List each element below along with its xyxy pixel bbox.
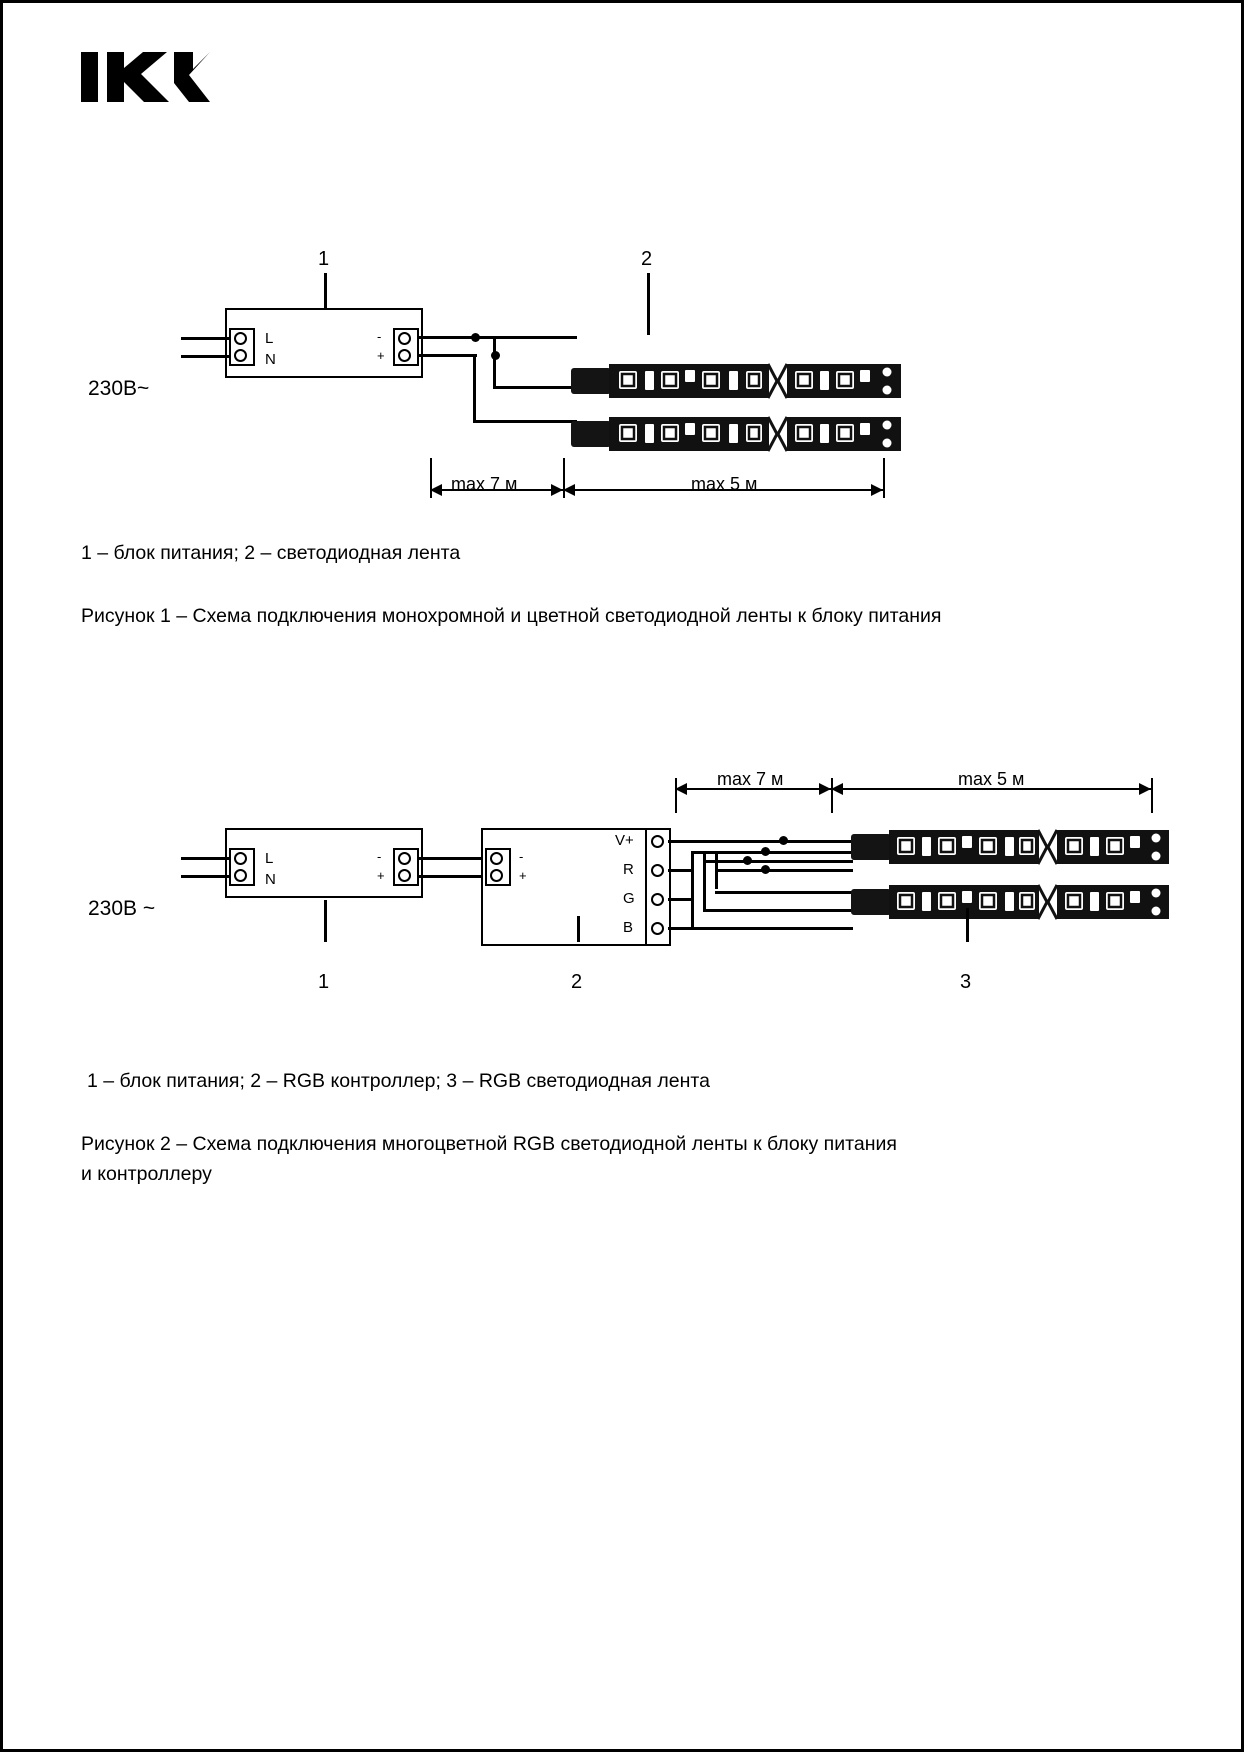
figure2-ctrl-label-b: B: [623, 919, 634, 936]
figure2-ctrl-label-minus: -: [519, 849, 524, 864]
figure1-wire-bottom-plus: [473, 420, 577, 423]
figure1-junction-dot-1: [471, 333, 480, 342]
figure1-callout-1: 1: [318, 248, 330, 270]
figure2-supply-lead-n: [181, 875, 231, 878]
figure1-wire-top-plus: [417, 354, 477, 357]
figure2-ctrl-label-g: G: [623, 890, 635, 907]
figure1-dim2-label: max 5 м: [691, 474, 758, 494]
figure1-legend: 1 – блок питания; 2 – светодиодная лента: [81, 542, 461, 564]
figure2-led-strip-top: [851, 823, 1169, 871]
figure1-label-N: N: [265, 351, 276, 368]
figure2-psu-input-screw-n: [234, 869, 247, 882]
figure1-dim1-label: max 7 м: [451, 474, 518, 494]
figure2-wire-bus-bottom-1: [691, 927, 853, 930]
figure2-junction-dot-3: [743, 856, 752, 865]
figure2-dim1-arrow-left: [675, 783, 687, 795]
figure2-caption-line2: и контроллеру: [81, 1163, 212, 1185]
figure2-ctrl-screw-b: [651, 922, 664, 935]
figure2-ctrl-input-screw-minus: [490, 852, 503, 865]
figure2-ctrl-screw-g: [651, 893, 664, 906]
figure2-wire-bus-2-top: [703, 860, 853, 863]
figure2-psu-label-plus: +: [377, 868, 385, 883]
figure2-controller-body: [481, 828, 671, 946]
figure2-wire-b: [668, 927, 693, 930]
figure2-caption-line1: Рисунок 2 – Схема подключения многоцветной RGB светодиодной ленты к блоку питания: [81, 1133, 897, 1155]
figure2-label-L: L: [265, 850, 274, 867]
figure2-junction-dot-4: [761, 865, 770, 874]
iek-logo: [81, 48, 211, 110]
figure1-callout-2: 2: [641, 248, 653, 270]
figure1-callout-2-leader: [647, 273, 650, 335]
figure1-callout-1-leader: [324, 273, 327, 308]
figure2-psu-input-screw-l: [234, 852, 247, 865]
figure2-wire-bus-1: [691, 851, 694, 929]
figure2-callout-1-leader: [324, 900, 327, 942]
figure1-wire-top-minus: [417, 336, 577, 339]
figure1-supply-label: 230В~: [88, 377, 150, 400]
figure2-dim1-arrow-right: [819, 783, 831, 795]
figure2-junction-dot-2: [761, 847, 770, 856]
figure1-dim2-arrow-right: [871, 484, 883, 496]
figure1-label-L: L: [265, 330, 274, 347]
figure1-caption: Рисунок 1 – Схема подключения монохромной и цветной светодиодной ленты к блоку питания: [81, 605, 942, 627]
figure2-dim2-arrow-left: [831, 783, 843, 795]
figure2-callout-2-leader: [577, 916, 580, 942]
figure1-output-screw-minus: [398, 332, 411, 345]
figure2-psu-to-ctrl-plus: [417, 875, 483, 878]
figure2-dim2-arrow-right: [1139, 783, 1151, 795]
figure2-psu-output-screw-plus: [398, 869, 411, 882]
figure1-dim2-tick-right: [883, 458, 885, 498]
figure2-callout-2: 2: [571, 971, 583, 993]
figure1-input-screw-l: [234, 332, 247, 345]
figure2-wire-r: [668, 869, 693, 872]
figure2-ctrl-label-plus: +: [519, 868, 527, 883]
figure1-output-screw-plus: [398, 349, 411, 362]
figure2-ctrl-screw-vplus: [651, 835, 664, 848]
figure2-callout-3-leader: [966, 908, 969, 942]
figure2-wire-bus-3-top: [715, 869, 853, 872]
figure1-wire-bottom-minus: [493, 386, 577, 389]
figure2-dim1-label: max 7 м: [717, 769, 784, 789]
figure2-wire-vplus-top: [668, 840, 853, 843]
figure2-supply-label: 230В ~: [88, 897, 156, 920]
figure2-wire-bus-1-top: [691, 851, 853, 854]
figure2-ctrl-label-vplus: V+: [615, 832, 634, 849]
figure2-wire-bus-bottom-3: [715, 891, 853, 894]
figure2-supply-lead-l: [181, 857, 231, 860]
figure2-psu-to-ctrl-minus: [417, 857, 483, 860]
figure1-dim1-arrow-left: [430, 484, 442, 496]
figure2-ctrl-screw-r: [651, 864, 664, 877]
figure1-wire-branch-minus: [493, 336, 496, 388]
figure2-label-N: N: [265, 871, 276, 888]
figure1-dim1-arrow-right: [551, 484, 563, 496]
figure1-wire-branch-plus: [473, 354, 476, 422]
figure2-callout-1: 1: [318, 971, 330, 993]
figure2-psu-output-screw-minus: [398, 852, 411, 865]
figure2-wire-bus-bottom-2: [703, 909, 853, 912]
figure1-junction-dot-2: [491, 351, 500, 360]
figure1-led-strip-top: [571, 358, 901, 404]
figure1-supply-lead-n: [181, 355, 231, 358]
figure2-ctrl-input-screw-plus: [490, 869, 503, 882]
figure2-led-strip-bottom: [851, 878, 1169, 926]
figure2-ctrl-label-r: R: [623, 861, 634, 878]
figure2-dim2-label: max 5 м: [958, 769, 1025, 789]
figure1-input-screw-n: [234, 349, 247, 362]
figure1-label-plus: +: [377, 348, 385, 363]
figure2-legend: 1 – блок питания; 2 – RGB контроллер; 3 – RGB светодиодная лента: [87, 1070, 710, 1092]
figure2-psu-label-minus: -: [377, 849, 382, 864]
figure2-junction-dot-1: [779, 836, 788, 845]
figure2-callout-3: 3: [960, 971, 972, 993]
figure2-wire-g: [668, 898, 693, 901]
figure2-dim2-tick-right: [1151, 778, 1153, 813]
figure1-led-strip-bottom: [571, 411, 901, 457]
figure1-dim2-arrow-left: [563, 484, 575, 496]
figure1-label-minus: -: [377, 329, 382, 344]
figure1-supply-lead-l: [181, 337, 231, 340]
